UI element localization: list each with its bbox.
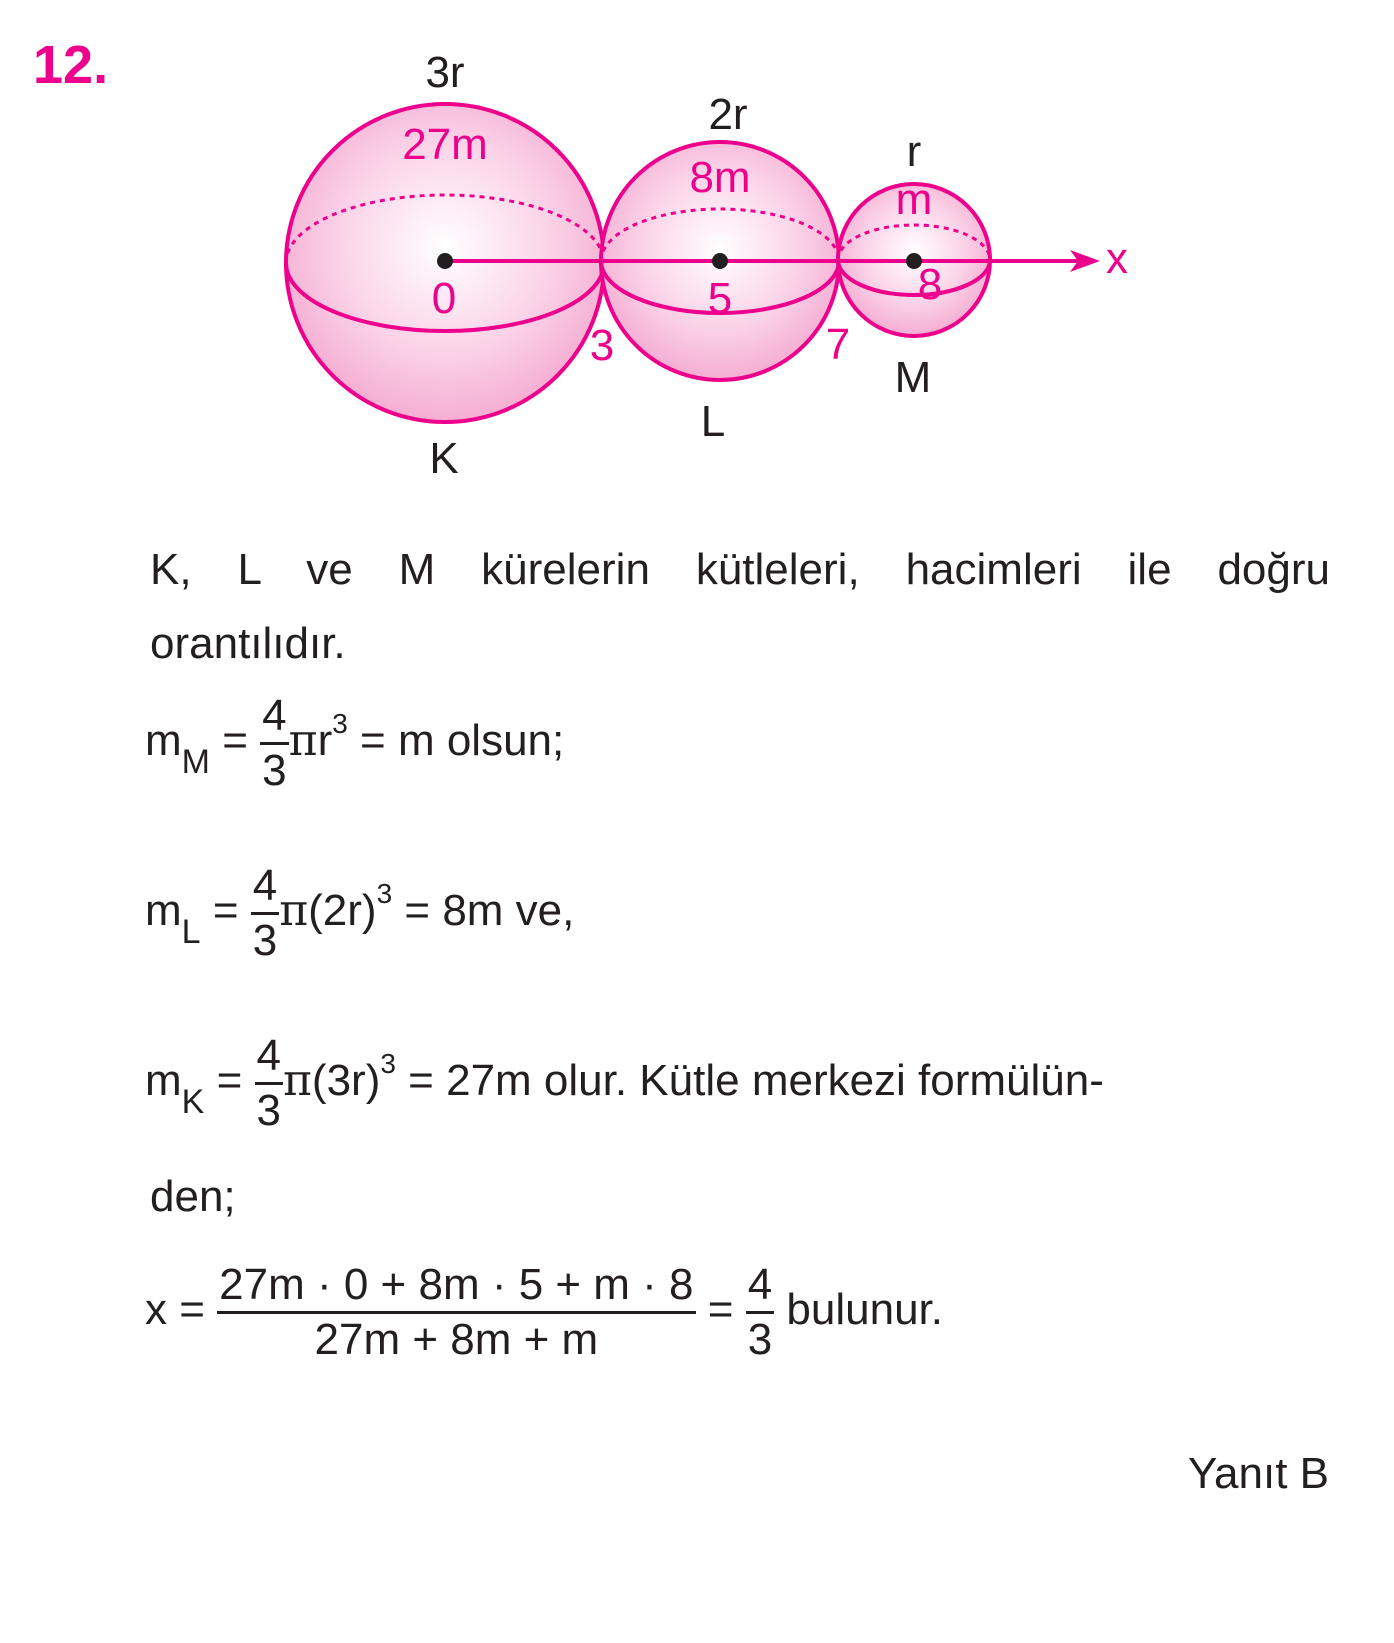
mass-label-l: 8m [689,153,751,202]
radius-label-m: r [906,127,922,176]
mass-label-m: m [895,175,933,224]
radius-label-k: 3r [425,48,465,97]
subscript-l: L [181,913,201,952]
mass-label-k: 27m [402,120,488,169]
explanation-line-den: den; [150,1172,236,1221]
mass-weighted-fraction: $\frac{27m \cdot 0 + 8m \cdot 5 + m \cdot 8}{27m + 8m + m}$ [219,1260,694,1364]
spheres-figure [0,0,1394,520]
equation-l-mass: $m_L$ = $\frac{4}{3}$ $\pi(2r)^3 = 8m$ ve, [145,861,575,965]
question-number: 12. [33,35,109,95]
subscript-m: M [181,743,210,782]
contact-label-3: 3 [589,321,615,370]
radius-label-l: 2r [708,90,748,139]
center-dot-l [712,253,728,269]
center-label-m: 8 [917,260,943,309]
center-dot-k [437,253,453,269]
sphere-name-l: L [700,397,726,446]
fraction-4-3: $\frac{4}{3}$ [252,861,278,965]
axis-label-x: x [1106,234,1128,283]
subscript-k: K [181,1083,205,1122]
sphere-name-k: K [429,434,459,483]
center-of-mass-formula: x = $\frac{27m \cdot 0 + 8m \cdot 5 + m \cdot 8}{27m + 8m + m}$ = $\frac{4}{3}$ bulunur. [145,1260,943,1364]
sphere-name-m: M [894,353,932,402]
equation-m-mass: $m_M$ = $\frac{4}{3}$ $\pi r^3 = m$ olsun; [145,691,565,795]
equation-k-mass: $m_K$ = $\frac{4}{3}$ $\pi(3r)^3 = 27m$ olur. Kütle merkezi formülün- [145,1031,1104,1135]
answer-label: Yanıt B [1187,1449,1329,1498]
result-fraction: $\frac{4}{3}$ [747,1260,773,1364]
fraction-4-3: $\frac{4}{3}$ [262,691,287,795]
explanation-line-1: K, L ve M kürelerin kütleleri, hacimleri ile doğru [150,545,1330,594]
center-label-k: 0 [431,274,457,323]
contact-label-7: 7 [825,320,851,369]
fraction-4-3: $\frac{4}{3}$ [256,1031,281,1135]
explanation-line-2: orantılıdır. [150,619,346,668]
center-label-l: 5 [707,274,733,323]
